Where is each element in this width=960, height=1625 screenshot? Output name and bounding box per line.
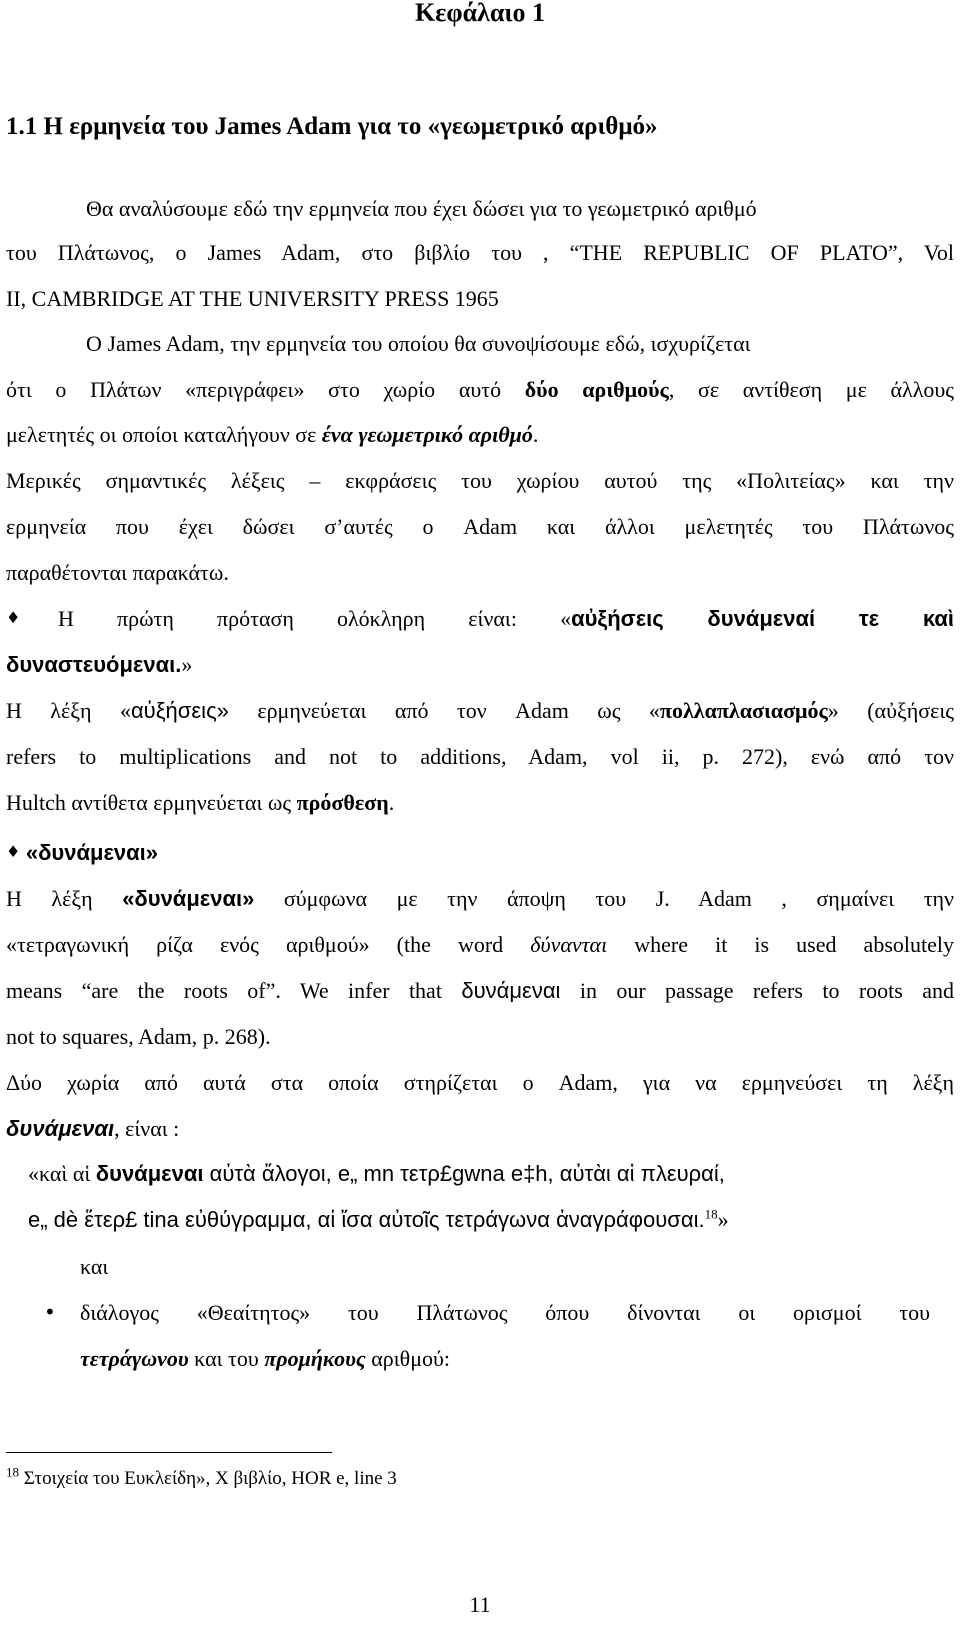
paragraph-4-text: ερμηνεύεται από τον Adam ως « [228, 698, 660, 723]
quote-text: «καὶ αἱ [28, 1161, 96, 1186]
item-1-line-2 [6, 652, 954, 678]
emphasis-oblong: προμήκους [264, 1346, 366, 1371]
paragraph-3-line-2: ερμηνεία που έχει δώσει σ’αυτές ο Adam και άλλοι μελετητές του Πλάτωνος [6, 514, 954, 539]
greek-term: «δυνάμεναι» [122, 886, 255, 911]
paragraph-4-line-3 [6, 790, 954, 816]
paragraph-5-text: σύμφωνα με την άποψη του J. Adam , σημαίνει την [254, 886, 954, 911]
paragraph-2-text: μελετητές οι οποίοι καταλήγουν σε [6, 422, 322, 447]
paragraph-1-line-3: II, CAMBRIDGE AT THE UNIVERSITY PRESS 1965 [6, 286, 499, 311]
footnote-marker: 18 [704, 1206, 718, 1222]
paragraph-2-text: ότι ο Πλάτων «περιγράφει» στο χωρίο αυτό [6, 377, 525, 402]
paragraph-1-line-1: Θα αναλύσουμε εδώ την ερμηνεία που έχει δώσει για το γεωμετρικό αριθμό [86, 196, 757, 221]
paragraph-5-line-1 [6, 886, 954, 912]
emphasis-square: τετράγωνου [80, 1346, 189, 1371]
item-3-text: και του [188, 1346, 265, 1371]
page-number: 11 [469, 1592, 491, 1617]
greek-term-heading: «δυνάμεναι» [25, 840, 158, 865]
greek-term: δυνάμεναι [461, 978, 561, 1003]
paragraph-5-text: in our passage refers to roots and [560, 978, 954, 1003]
emphasis-one-geometric-number: ένα γεωμετρικό αριθμό [321, 422, 533, 447]
paragraph-3-line-3: παραθέτονται παρακάτω. [6, 560, 229, 585]
emphasis-addition: πρόσθεση [296, 790, 389, 815]
item-1-text: Η πρώτη πρόταση ολόκληρη είναι: « [57, 606, 572, 631]
quote-text: αὐτὰ ἄλογοι, e„ mn τετρ£gwna e‡h, αὐτὰι αἱ πλευραί, [203, 1161, 725, 1186]
paragraph-2-text: . [532, 422, 539, 447]
paragraph-5-text: means “are the roots of”. We infer that [6, 978, 462, 1003]
paragraph-4-text: Η λέξη « [6, 698, 131, 723]
paragraph-4-line-1 [6, 698, 954, 724]
paragraph-6-line-2 [6, 1116, 954, 1142]
paragraph-5-line-4: not to squares, Adam, p. 268). [6, 1024, 271, 1049]
quote-text: εὐθύγραμμα, αἱ ἴσα αὐτοῖς τετράγωνα ἀναγράφουσαι. [178, 1207, 705, 1232]
paragraph-5-text: where it is used absolutely [607, 932, 954, 957]
diamond-bullet-icon: ♦ [6, 842, 21, 861]
item-3-line-2 [80, 1346, 954, 1372]
quote-text: e„ dè ἕτερ£ tina [28, 1207, 179, 1232]
item-1-text: » [181, 652, 193, 677]
greek-term: αὐξήσεις» [130, 698, 229, 723]
paragraph-5-line-3 [6, 978, 954, 1004]
paragraph-4-text: Hultch αντίθετα ερμηνεύεται ως [6, 790, 297, 815]
greek-quote-phrase: αὐξήσεις δυνάμεναί τε καὶ [571, 606, 955, 631]
section-heading: 1.1 Η ερμηνεία του James Adam για το «γεωμετρικό αριθμό» [6, 113, 658, 140]
quote-text: » [717, 1207, 729, 1232]
chapter-title: Κεφάλαιο 1 [415, 0, 545, 27]
item-3-text: αριθμού: [365, 1346, 450, 1371]
item-1-line-1 [6, 606, 954, 634]
footnote-divider [6, 1452, 332, 1453]
greek-term: δυνάμεναι [95, 1161, 204, 1186]
paragraph-2-line-2 [6, 377, 954, 403]
paragraph-5-line-2 [6, 932, 954, 958]
paragraph-5-text: «τετραγωνική ρίζα ενός αριθμού» (the word [6, 932, 531, 957]
quote-line-2 [28, 1207, 930, 1233]
footnote-text: Στοιχεία του Ευκλείδη», Χ βιβλίο, HOR e, line 3 [19, 1468, 397, 1489]
paragraph-4-text: » (αὐξήσεις [827, 698, 955, 723]
diamond-bullet-icon: ♦ [6, 608, 58, 627]
paragraph-4-line-2: refers to multiplications and not to additions, Adam, vol ii, p. 272), ενώ από τον [6, 744, 954, 769]
paragraph-3-line-1: Μερικές σημαντικές λέξεις – εκφράσεις του χωρίου αυτού της «Πολιτείας» και την [6, 468, 954, 493]
paragraph-6-text: , είναι : [114, 1116, 180, 1141]
footnote [6, 1464, 397, 1490]
quote-line-1 [28, 1161, 930, 1187]
greek-quote-phrase: δυναστευόμεναι. [6, 652, 182, 677]
quote-line-3: και [80, 1254, 109, 1279]
paragraph-5-text: Η λέξη [6, 886, 123, 911]
item-3-line-1: διάλογος «Θεαίτητος» του Πλάτωνος όπου δίνονται οι ορισμοί του [80, 1300, 930, 1325]
paragraph-2-text: , σε αντίθεση με άλλους [668, 377, 954, 402]
paragraph-6-line-1: Δύο χωρία από αυτά στα οποία στηρίζεται ο Adam, για να ερμηνεύσει τη λέξη [6, 1070, 954, 1095]
paragraph-2-line-1: Ο James Adam, την ερμηνεία του οποίου θα συνοψίσουμε εδώ, ισχυρίζεται [86, 331, 751, 356]
paragraph-4-text: . [388, 790, 395, 815]
greek-term: δυνάμεναι [6, 1116, 115, 1141]
paragraph-1-line-2: του Πλάτωνος, ο James Adam, στο βιβλίο του , “THE REPUBLIC OF PLATO”, Vol [6, 240, 954, 265]
emphasis-multiplication: πολλαπλασιασμός [659, 698, 828, 723]
footnote-number: 18 [6, 1464, 19, 1480]
item-2-line [6, 840, 954, 868]
dot-bullet-icon: • [44, 1300, 56, 1324]
emphasis-two-numbers: δύο αριθμούς [524, 377, 669, 402]
paragraph-2-line-3 [6, 422, 954, 448]
greek-term-italic: δύνανται [530, 932, 608, 957]
